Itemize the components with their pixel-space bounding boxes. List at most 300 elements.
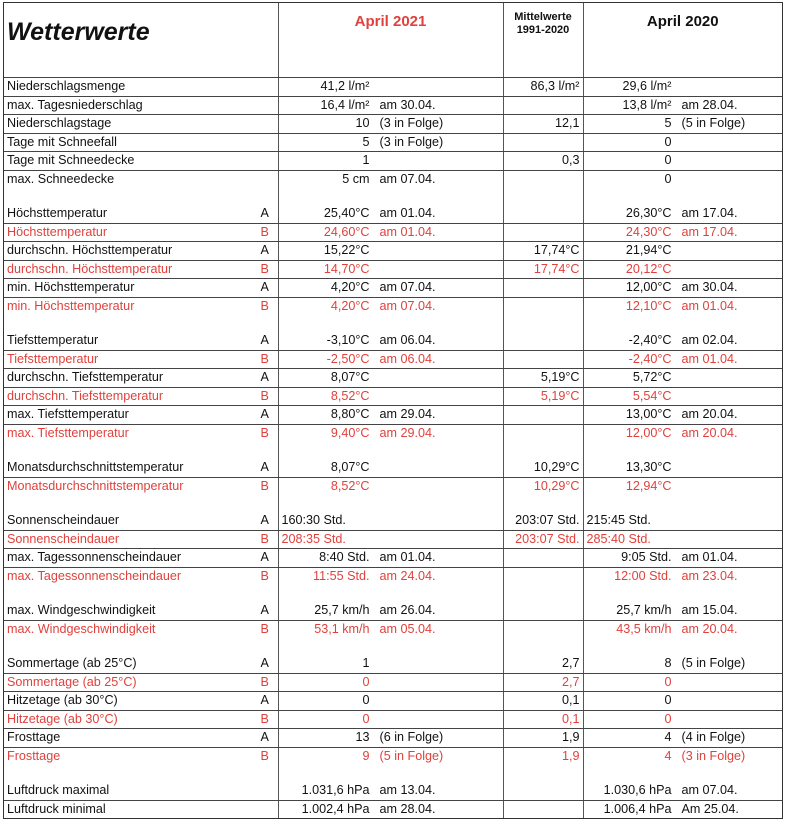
value-2021-group	[282, 388, 500, 406]
table-row	[4, 512, 782, 530]
value-2021: 5 cm	[342, 171, 370, 186]
value-2020-cell	[583, 332, 782, 350]
note-2020	[672, 459, 780, 477]
value-2020-cell	[583, 710, 782, 729]
note-2020: am 17.04.	[681, 224, 738, 239]
note-2020: am 17.04.	[681, 206, 738, 220]
value-mittelwert	[503, 170, 583, 188]
spacer-cell	[583, 638, 782, 655]
value-mittelwert: 0,1	[503, 692, 583, 711]
value-2021-group	[282, 78, 500, 96]
note-2021: am 29.04.	[379, 425, 436, 440]
value-2021-cell	[278, 332, 503, 350]
value-2020-group	[587, 512, 780, 530]
table-row	[4, 530, 782, 549]
value-2021-group	[282, 406, 500, 424]
value-2020-group	[587, 279, 780, 297]
value-2020: 20,12°C	[625, 261, 672, 276]
note-2020: am 15.04.	[681, 603, 738, 617]
note-2021: am 01.04.	[379, 224, 436, 239]
row-type: B	[252, 260, 278, 279]
table-row	[4, 800, 782, 818]
value-2021: 4,20°C	[330, 298, 370, 313]
row-type: B	[260, 425, 269, 440]
note-2021	[370, 78, 500, 96]
row-type: A	[252, 279, 278, 298]
value-2020-cell	[583, 170, 782, 188]
note-2020	[672, 152, 780, 170]
value-mittelwert	[503, 133, 583, 152]
spacer-cell	[252, 315, 278, 332]
value-2021-cell	[278, 115, 503, 134]
weather-table-sheet	[3, 2, 783, 819]
spacer-cell	[252, 495, 278, 512]
value-2021-cell	[278, 96, 503, 115]
spacer-cell	[583, 495, 782, 512]
row-type: B	[260, 748, 269, 763]
note-2021: am 30.04.	[379, 97, 436, 112]
table-row	[4, 279, 782, 298]
note-2021	[370, 242, 500, 260]
note-2021	[370, 388, 500, 406]
value-2020-group	[587, 332, 780, 350]
value-2021-group	[282, 242, 500, 260]
row-label: Sonnenscheindauer	[4, 512, 252, 530]
value-2020-group	[587, 425, 780, 443]
value-2021-cell	[278, 205, 503, 223]
value-mittelwert: 0,3	[503, 152, 583, 171]
value-2021: 9	[362, 748, 370, 763]
table-row	[4, 655, 782, 673]
table-row	[4, 260, 782, 279]
value-mittelwert	[503, 800, 583, 818]
row-type	[252, 782, 278, 800]
value-2020-group	[587, 674, 780, 692]
note-2020	[672, 674, 780, 692]
value-2021-cell	[278, 729, 503, 748]
value-2021-cell	[278, 477, 503, 495]
note-2021: am 06.04.	[379, 333, 436, 347]
weather-table-body	[4, 3, 782, 818]
table-row	[4, 549, 782, 568]
spacer-row	[4, 638, 782, 655]
row-type	[252, 152, 278, 171]
value-2021: 41,2 l/m²	[320, 79, 370, 93]
note-2021	[370, 711, 500, 729]
value-2020-group	[587, 782, 780, 800]
note-2021	[370, 152, 500, 170]
row-label: Höchsttemperatur	[4, 223, 252, 242]
value-2020-cell	[583, 96, 782, 115]
value-2020: 4	[664, 730, 672, 744]
note-2020: am 01.04.	[681, 351, 738, 366]
value-2021-cell	[278, 279, 503, 298]
note-2020	[672, 388, 780, 406]
spacer-row	[4, 495, 782, 512]
value-2021: 11:55 Std.	[313, 568, 370, 583]
value-2020-group	[587, 369, 780, 387]
value-2021-cell	[278, 710, 503, 729]
row-label: Luftdruck minimal	[7, 801, 106, 816]
value-mittelwert	[503, 332, 583, 350]
value-2020-cell	[583, 387, 782, 406]
value-2020-cell	[583, 512, 782, 530]
value-mittelwert	[503, 297, 583, 315]
note-2020: am 20.04.	[681, 425, 738, 440]
note-2021	[346, 531, 500, 549]
value-2021-group	[282, 134, 500, 152]
value-2020-cell	[583, 78, 782, 97]
note-2021	[370, 655, 500, 673]
note-2020	[651, 531, 779, 549]
column-header-mittelwerte: Mittelwerte	[514, 11, 572, 23]
table-row	[4, 242, 782, 261]
row-label: Monatsdurchschnittstemperatur	[4, 459, 252, 477]
row-label: Hitzetage (ab 30°C)	[4, 692, 252, 711]
value-2021: 8:40 Std.	[319, 550, 370, 564]
row-type	[252, 133, 278, 152]
row-label: durchschn. Tiefsttemperatur	[4, 369, 252, 388]
value-mittelwert: 1,9	[503, 747, 583, 765]
value-mittelwert	[503, 782, 583, 800]
spacer-cell	[252, 638, 278, 655]
note-2021: am 28.04.	[379, 801, 436, 816]
spacer-cell	[583, 765, 782, 782]
row-type: A	[252, 459, 278, 477]
row-type: B	[260, 621, 269, 636]
note-2020: am 20.04.	[681, 407, 738, 421]
value-mittelwert	[503, 406, 583, 425]
table-row	[4, 133, 782, 152]
spacer-cell	[583, 442, 782, 459]
value-2021-cell	[278, 369, 503, 388]
value-2020-cell	[583, 477, 782, 495]
value-2020-group	[587, 224, 780, 242]
value-2021: 4,20°C	[330, 280, 370, 294]
value-2021-cell	[278, 620, 503, 638]
value-2020-cell	[583, 729, 782, 748]
row-type: B	[252, 387, 278, 406]
value-2020: 12,00°C	[625, 425, 672, 440]
row-type: B	[260, 298, 269, 313]
spacer-cell	[503, 315, 583, 332]
row-label: Tiefsttemperatur	[4, 332, 252, 350]
value-mittelwert: 17,74°C	[503, 260, 583, 279]
note-2021	[370, 478, 500, 496]
value-2020: -2,40°C	[628, 351, 672, 366]
value-2020: 285:40 Std.	[586, 531, 651, 546]
value-mittelwert: 17,74°C	[503, 242, 583, 261]
value-2020-group	[587, 388, 780, 406]
value-2020: 13,00°C	[625, 407, 672, 421]
value-2020-group	[587, 78, 780, 96]
table-row	[4, 170, 782, 188]
table-row	[4, 567, 782, 585]
value-2020-group	[587, 205, 780, 223]
row-label: Frosttage	[7, 748, 61, 763]
spacer-row	[4, 765, 782, 782]
value-2021-cell	[278, 424, 503, 442]
row-label: Tage mit Schneefall	[4, 133, 252, 152]
note-2021	[370, 692, 500, 710]
value-2020: 1.006,4 hPa	[603, 801, 672, 816]
value-2020-cell	[583, 350, 782, 369]
value-2021-cell	[278, 747, 503, 765]
column-header-april-2020: April 2020	[646, 13, 719, 30]
spacer-cell	[583, 315, 782, 332]
row-label: max. Windgeschwindigkeit	[7, 621, 156, 636]
value-2021-cell	[278, 78, 503, 97]
value-2021: 0	[362, 693, 370, 707]
note-2021	[346, 512, 500, 530]
value-2021-cell	[278, 549, 503, 568]
value-2021: 1	[362, 153, 370, 167]
value-2020: 5	[664, 116, 672, 130]
value-2020-group	[587, 711, 780, 729]
table-row	[4, 747, 782, 765]
value-2020-group	[587, 602, 780, 620]
weather-table	[4, 3, 782, 818]
value-2020-cell	[583, 800, 782, 818]
value-2020-group	[587, 531, 780, 549]
value-2021: 8,52°C	[330, 388, 370, 403]
value-2021: 25,7 km/h	[314, 603, 370, 617]
value-2020: 5,72°C	[632, 370, 672, 384]
note-2020	[672, 711, 780, 729]
table-row	[4, 424, 782, 442]
value-2020-group	[587, 729, 780, 747]
value-2020-cell	[583, 655, 782, 673]
value-2021: 208:35 Std.	[281, 531, 346, 546]
value-mittelwert: 2,7	[503, 673, 583, 692]
table-row	[4, 692, 782, 711]
row-type	[252, 115, 278, 134]
spacer-cell	[278, 765, 503, 782]
value-2021-cell	[278, 673, 503, 692]
spacer-cell	[278, 495, 503, 512]
value-mittelwert	[503, 223, 583, 242]
value-2021: 1	[362, 656, 370, 670]
table-row	[4, 459, 782, 477]
header-2020-cell	[583, 3, 782, 78]
note-2020	[651, 512, 779, 530]
value-2020-cell	[583, 782, 782, 800]
table-row	[4, 332, 782, 350]
spacer-cell	[4, 765, 252, 782]
value-2020: 0	[664, 693, 672, 707]
value-2020: 12,10°C	[625, 298, 672, 313]
row-type: B	[260, 568, 269, 583]
value-2021-group	[282, 298, 500, 316]
table-row	[4, 152, 782, 171]
table-row	[4, 673, 782, 692]
note-2020: (5 in Folge)	[681, 116, 746, 130]
page-title: Wetterwerte	[7, 18, 150, 46]
note-2020	[672, 242, 780, 260]
value-2021: -3,10°C	[326, 333, 370, 347]
value-mittelwert	[503, 96, 583, 115]
value-2020-group	[587, 549, 780, 567]
table-row	[4, 620, 782, 638]
value-2021-group	[282, 692, 500, 710]
value-2020: 13,8 l/m²	[622, 97, 672, 112]
table-row	[4, 729, 782, 748]
note-2021: am 01.04.	[379, 550, 436, 564]
row-type: A	[252, 242, 278, 261]
value-2020-cell	[583, 133, 782, 152]
note-2021: am 01.04.	[379, 206, 436, 220]
value-mittelwert	[503, 549, 583, 568]
spacer-cell	[503, 585, 583, 602]
row-type: A	[252, 512, 278, 530]
value-2020: 21,94°C	[625, 243, 672, 257]
spacer-cell	[252, 585, 278, 602]
row-type: B	[260, 478, 269, 493]
value-2021-cell	[278, 297, 503, 315]
value-2020: 43,5 km/h	[616, 621, 672, 636]
note-2020: (5 in Folge)	[681, 656, 746, 670]
value-2021-cell	[278, 655, 503, 673]
note-2021: am 05.04.	[379, 621, 436, 636]
note-2021: (3 in Folge)	[379, 134, 444, 149]
value-2020: 12:00 Std.	[614, 568, 672, 583]
value-2020: 0	[664, 711, 672, 726]
row-label: Niederschlagsmenge	[4, 78, 252, 97]
note-2020	[672, 171, 780, 189]
note-2021	[370, 261, 500, 279]
value-2021-group	[282, 369, 500, 387]
spacer-cell	[503, 765, 583, 782]
value-2020: 29,6 l/m²	[622, 79, 672, 93]
value-2021-cell	[278, 530, 503, 549]
value-2021-group	[282, 224, 500, 242]
value-2020-group	[587, 748, 780, 766]
value-2021-group	[282, 568, 500, 586]
spacer-cell	[583, 585, 782, 602]
value-2021: 8,80°C	[330, 407, 370, 421]
row-label: max. Windgeschwindigkeit	[4, 602, 252, 620]
spacer-cell	[4, 585, 252, 602]
value-2021: 24,60°C	[323, 224, 370, 239]
value-2021-group	[282, 549, 500, 567]
row-type: A	[252, 655, 278, 673]
row-label: Höchsttemperatur	[4, 205, 252, 223]
value-mittelwert: 203:07 Std.	[503, 512, 583, 530]
row-label: min. Höchsttemperatur	[4, 279, 252, 298]
note-2020: am 20.04.	[681, 621, 738, 636]
table-header-row	[4, 3, 782, 78]
note-2021	[370, 459, 500, 477]
value-2021-group	[282, 459, 500, 477]
note-2020: Am 25.04.	[681, 801, 739, 816]
row-type: A	[252, 549, 278, 568]
value-mittelwert: 1,9	[503, 729, 583, 748]
value-2021-cell	[278, 459, 503, 477]
value-mittelwert	[503, 205, 583, 223]
value-2021: 8,52°C	[330, 478, 370, 493]
value-2021-group	[282, 748, 500, 766]
value-2020-group	[587, 261, 780, 279]
spacer-cell	[503, 495, 583, 512]
value-2021-cell	[278, 133, 503, 152]
note-2021: (3 in Folge)	[379, 116, 444, 130]
note-2021: am 29.04.	[379, 407, 436, 421]
value-2021-group	[282, 332, 500, 350]
value-2021-cell	[278, 350, 503, 369]
value-2021: -2,50°C	[326, 351, 370, 366]
value-mittelwert	[503, 567, 583, 585]
row-label: max. Tiefsttemperatur	[7, 425, 129, 440]
row-label: Sonnenscheindauer	[4, 530, 252, 549]
value-2020-cell	[583, 567, 782, 585]
value-2021-group	[282, 674, 500, 692]
value-2021-group	[282, 655, 500, 673]
value-2020-cell	[583, 673, 782, 692]
value-2021-group	[282, 351, 500, 369]
column-header-april-2021: April 2021	[354, 13, 427, 30]
value-2021: 1.002,4 hPa	[301, 801, 370, 816]
value-2021-group	[282, 261, 500, 279]
value-2020-cell	[583, 279, 782, 298]
value-2021-group	[282, 152, 500, 170]
value-2021-cell	[278, 152, 503, 171]
value-2020-cell	[583, 747, 782, 765]
value-2021-group	[282, 205, 500, 223]
value-2021-group	[282, 425, 500, 443]
value-2020-group	[587, 171, 780, 189]
value-2020-group	[587, 655, 780, 673]
spacer-row	[4, 315, 782, 332]
table-row	[4, 115, 782, 134]
value-2020: 12,94°C	[625, 478, 672, 493]
value-2021-cell	[278, 242, 503, 261]
header-2021-cell	[278, 3, 503, 78]
value-2021: 13	[355, 730, 370, 744]
note-2021: am 24.04.	[379, 568, 436, 583]
value-2020-cell	[583, 549, 782, 568]
value-2021-group	[282, 512, 500, 530]
note-2020	[672, 261, 780, 279]
row-label: max. Tagessonnenscheindauer	[7, 568, 182, 583]
row-type: A	[252, 602, 278, 620]
value-2020: 0	[664, 171, 672, 186]
note-2020	[672, 692, 780, 710]
value-2020-group	[587, 152, 780, 170]
value-mittelwert: 10,29°C	[503, 459, 583, 477]
note-2021: am 13.04.	[379, 783, 436, 797]
note-2020: (3 in Folge)	[681, 748, 746, 763]
value-2021-group	[282, 729, 500, 747]
value-2020: 1.030,6 hPa	[603, 783, 672, 797]
value-mittelwert: 12,1	[503, 115, 583, 134]
value-2020-group	[587, 478, 780, 496]
row-label: Tiefsttemperatur	[4, 350, 252, 369]
value-2021-group	[282, 801, 500, 819]
row-type: B	[252, 530, 278, 549]
value-2021-cell	[278, 782, 503, 800]
row-label: Tage mit Schneedecke	[4, 152, 252, 171]
note-2020	[672, 369, 780, 387]
value-mittelwert	[503, 602, 583, 620]
value-2021-group	[282, 478, 500, 496]
value-2021-cell	[278, 170, 503, 188]
value-2021-group	[282, 171, 500, 189]
row-label: Hitzetage (ab 30°C)	[4, 710, 252, 729]
spacer-cell	[278, 442, 503, 459]
note-2020: (4 in Folge)	[681, 730, 746, 744]
note-2021: am 07.04.	[379, 298, 436, 313]
value-2021: 25,40°C	[323, 206, 370, 220]
